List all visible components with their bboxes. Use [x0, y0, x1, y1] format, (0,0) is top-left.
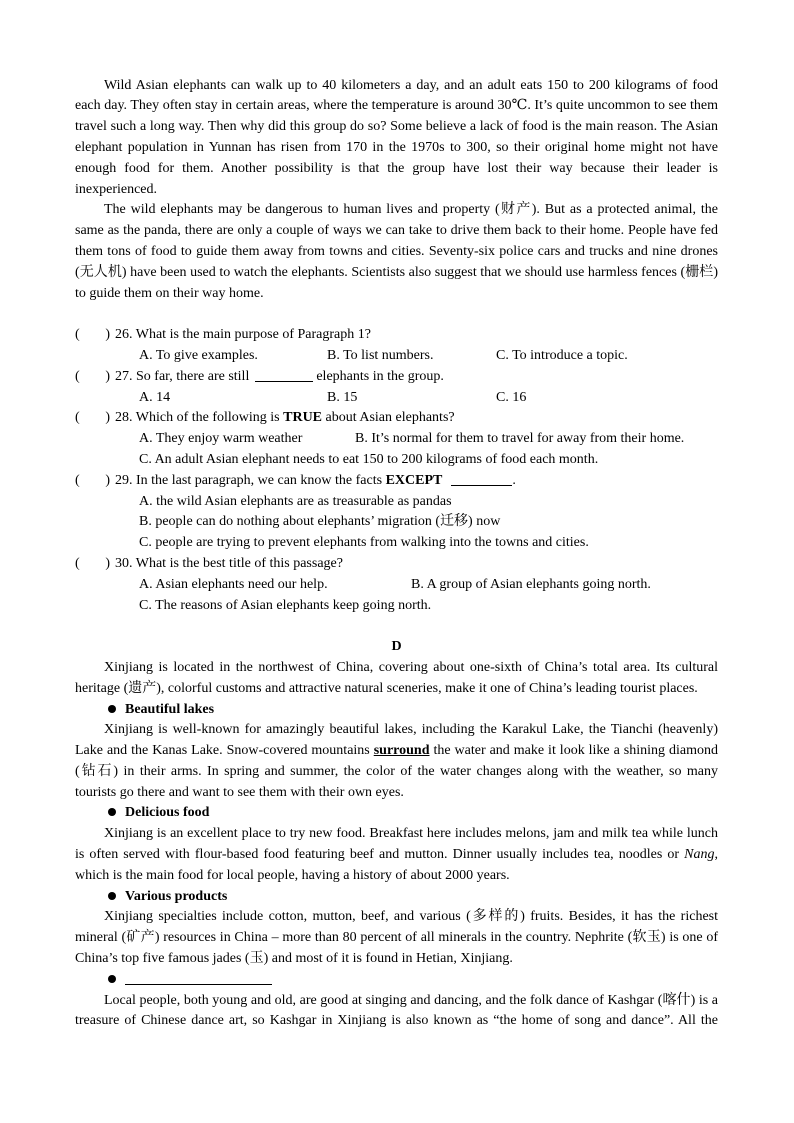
passage-c-paragraph-1: Wild Asian elephants can walk up to 40 kilometers a day, and an adult eats 150 to 200 kilograms of food each day. They often stay in certain areas, where the temperature is around 30℃. It’s quite uncommon to see them travel such a long way. Then why did this group do so? Some believe a lack of food is the main reason. The Asian elephant population in Yunnan has risen from 170 in the 1970s to 300, so their original home might not have enough food for them. Another possibility is that the group have lost their way because their leader is inexperienced.	[75, 77, 718, 197]
answer-bracket-open: (	[75, 368, 80, 384]
paragraph-text: Xinjiang is an excellent place to try new food. Breakfast here includes melons, jam and milk tea while lunch is often served with flour-based food featuring beef and mutton. Dinner usually includes tea, noodles or	[75, 826, 718, 863]
section-lakes-paragraph	[75, 720, 718, 803]
question-28-options-row-2	[75, 450, 718, 471]
bullet-icon	[108, 975, 116, 983]
passage-c-paragraph-2: The wild elephants may be dangerous to human lives and property (财产). But as a protected animal, the same as the panda, there are only a couple of ways we can take to drive them back to their home. People have fed them tons of food to guide them away from towns and cities. Seventy-six police cars and trucks and nine drones (无人机) have been used to watch the elephants. Scientists also suggest that we should use harmless fences (栅栏) to guide them on their way home.	[75, 202, 718, 301]
question-text-after: about Asian elephants?	[322, 410, 455, 426]
question-number: 30.	[115, 555, 133, 571]
question-number: 26.	[115, 327, 133, 343]
section-culture-paragraph: Local people, both young and old, are good at singing and dancing, and the folk dance of Kashgar (喀什) is a treasure of Chinese dance art, so Kashgar in Xinjiang is also known as “the home of song and dance”. All the	[75, 992, 718, 1029]
question-keyword: TRUE	[283, 410, 323, 426]
page-content	[75, 76, 718, 1033]
question-text-before: Which of the following is	[135, 410, 284, 426]
question-26-options	[75, 346, 718, 367]
question-27-option-a: A. 14	[139, 389, 171, 405]
section-heading-products	[75, 887, 718, 908]
passage-d-label: D	[391, 639, 402, 655]
question-26-option-b: B. To list numbers.	[327, 347, 434, 363]
answer-bracket-open: (	[75, 472, 80, 488]
question-29-option-a: A. the wild Asian elephants are as treasurable as pandas	[139, 493, 452, 509]
bullet-icon	[108, 892, 116, 900]
paragraph-text: the water and make it look like a shining diamond (钻石) in their arms. In spring and summer, the color of the water changes along with the weather, so many tourists go there and want to see them with their own eyes.	[75, 743, 718, 800]
section-heading-text: Delicious food	[125, 805, 210, 821]
question-28-stem	[75, 408, 718, 429]
question-number: 27.	[115, 368, 133, 384]
question-text-before: So far, there are still	[136, 368, 253, 384]
heading-fill-in-blank	[125, 972, 272, 985]
passage-d-intro: Xinjiang is located in the northwest of China, covering about one-sixth of China’s total area. Its cultural heritage (遗产), colorful customs and attractive natural sceneries, make it one of China’s leading tourist places.	[75, 659, 718, 696]
section-heading-text: Various products	[125, 888, 228, 904]
question-29-option-c: C. people are trying to prevent elephants from walking into the towns and cities.	[139, 535, 589, 551]
section-products-paragraph: Xinjiang specialties include cotton, mutton, beef, and various (多样的) fruits. Besides, it has the richest mineral (矿产) resources in China – more than 80 percent of all minerals in the country. Nephrite (软玉) is one of China’s top five famous jades (玉) and most of it is found in Hetian, Xinjiang.	[75, 909, 718, 967]
question-27-option-b: B. 15	[327, 389, 358, 405]
answer-bracket-close: )	[105, 555, 110, 571]
question-text-before: In the last paragraph, we can know the facts	[136, 472, 386, 488]
question-29-options-row-1	[75, 492, 718, 513]
answer-bracket-open: (	[75, 410, 80, 426]
question-30-options-row-2	[75, 596, 718, 617]
question-text: What is the best title of this passage?	[135, 555, 343, 571]
answer-bracket-close: )	[105, 327, 110, 343]
bullet-icon	[108, 705, 116, 713]
answer-bracket-close: )	[105, 368, 110, 384]
section-heading-blank	[75, 970, 718, 991]
question-29-stem	[75, 471, 718, 492]
answer-bracket	[75, 554, 110, 575]
answer-bracket-open: (	[75, 327, 80, 343]
question-28-option-a: A. They enjoy warm weather	[139, 431, 303, 447]
question-text-after: elephants in the group.	[312, 368, 444, 384]
question-26-stem	[75, 325, 718, 346]
question-number: 29.	[115, 472, 133, 488]
question-30-stem	[75, 554, 718, 575]
section-heading-lakes	[75, 700, 718, 721]
answer-bracket	[75, 471, 110, 492]
question-number: 28.	[115, 410, 133, 426]
question-29-options-row-2	[75, 512, 718, 533]
question-26-option-c: C. To introduce a topic.	[496, 347, 628, 363]
blank-line	[75, 616, 718, 637]
question-text-after: .	[512, 472, 516, 488]
emphasized-word: surround	[373, 743, 430, 759]
answer-bracket	[75, 408, 110, 429]
question-30-option-c: C. The reasons of Asian elephants keep going north.	[139, 597, 432, 613]
question-26-option-a: A. To give examples.	[139, 347, 258, 363]
bullet-icon	[108, 808, 116, 816]
section-food-paragraph	[75, 824, 718, 886]
question-27-options	[75, 388, 718, 409]
question-27-stem	[75, 367, 718, 388]
answer-bracket-open: (	[75, 555, 80, 571]
section-heading-text: Beautiful lakes	[125, 701, 215, 717]
question-keyword: EXCEPT	[385, 472, 443, 488]
question-28-option-c: C. An adult Asian elephant needs to eat 150 to 200 kilograms of food each month.	[139, 451, 599, 467]
question-30-option-a: A. Asian elephants need our help.	[139, 576, 328, 592]
question-30-option-b: B. A group of Asian elephants going north.	[411, 576, 651, 592]
question-28-options-row-1	[75, 429, 718, 450]
question-29-options-row-3	[75, 533, 718, 554]
fill-in-blank	[451, 473, 512, 486]
answer-bracket	[75, 367, 110, 388]
paragraph-text: Xinjiang is well-known for amazingly beautiful lakes, including the Karakul Lake, the Tianchi (heavenly) Lake and the Kanas Lake. Snow-covered mountains	[75, 722, 718, 759]
answer-bracket	[75, 325, 110, 346]
question-text: What is the main purpose of Paragraph 1?	[135, 327, 371, 343]
question-30-options-row-1	[75, 575, 718, 596]
fill-in-blank	[255, 369, 313, 382]
question-27-option-c: C. 16	[496, 389, 527, 405]
answer-bracket-close: )	[105, 410, 110, 426]
section-heading-food	[75, 803, 718, 824]
italic-word: Nang	[684, 847, 715, 863]
blank-line	[75, 304, 718, 325]
question-28-option-b: B. It’s normal for them to travel for away from their home.	[355, 431, 685, 447]
question-29-option-b: B. people can do nothing about elephants’ migration (迁移) now	[139, 514, 501, 530]
paragraph-text: , which is the main food for local people, having a history of about 2000 years.	[75, 847, 718, 883]
answer-bracket-close: )	[105, 472, 110, 488]
